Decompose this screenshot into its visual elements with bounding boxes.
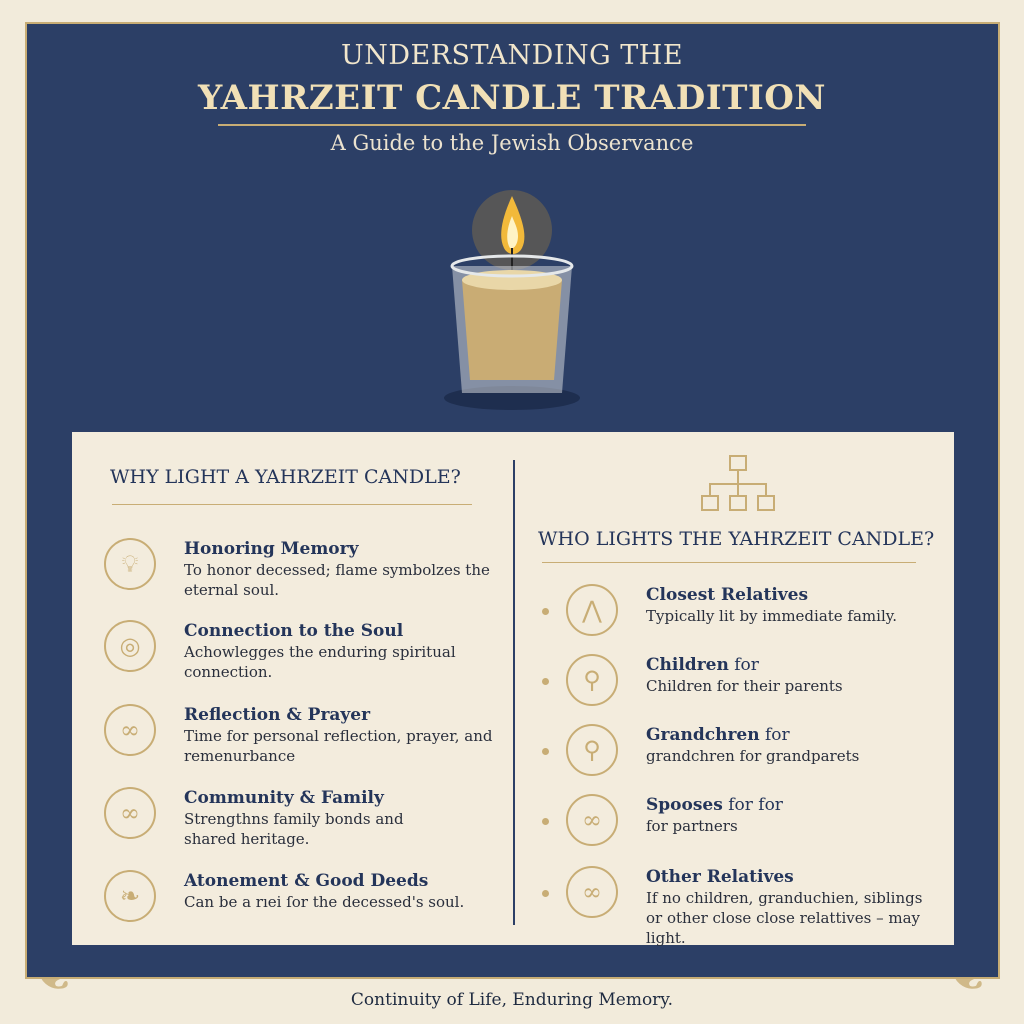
item-description: Strengthns family bonds and shared heritage. [184, 810, 404, 848]
item-title: Other Relatives [646, 867, 794, 887]
item-description: Can be a rıei ſor the decessed's soul. [184, 893, 465, 911]
item-description: Children for their parents [646, 677, 843, 695]
bullet-dot [542, 818, 549, 825]
item-title: Connection to the Soul [184, 621, 404, 641]
rings-icon: ∞ [566, 794, 618, 846]
list-item [542, 584, 897, 636]
item-description: grandchren for grandparets [646, 747, 860, 765]
title-divider [218, 124, 806, 126]
family-tree-icon [700, 454, 776, 514]
item-description: Typically lit by immediate family. [646, 607, 897, 625]
info-card [72, 432, 954, 945]
spiral-icon: ◎ [104, 620, 156, 672]
item-title: Reflection & Prayer [184, 705, 371, 725]
list-item [542, 724, 859, 776]
list-item [542, 866, 954, 948]
list-item [104, 870, 464, 922]
candle-icon [436, 188, 586, 413]
rings-icon: ∞ [566, 866, 618, 918]
item-title: Spooses for for [646, 795, 783, 815]
left-heading: WHY LIGHT A YAHRZEIT CANDLE? [110, 466, 461, 488]
bullet-dot [542, 890, 549, 897]
lightbulb-icon: 💡︎ [104, 538, 156, 590]
item-title: Community & Family [184, 788, 384, 808]
subtitle: A Guide to the Jewish Observance [330, 131, 694, 155]
item-title: Honoring Memory [184, 539, 359, 559]
item-description: If no children, granduchien, siblings or other close close relattives – may light. [646, 889, 923, 947]
chain-link-icon: ∞ [104, 787, 156, 839]
chain-link-icon: ∞ [104, 704, 156, 756]
list-item [104, 787, 404, 849]
parent-child-icon: ⚲ [566, 724, 618, 776]
column-divider [513, 460, 515, 925]
item-title: Grandchren for [646, 725, 790, 745]
item-description: for partners [646, 817, 738, 835]
bullet-dot [542, 608, 549, 615]
parent-child-icon: ⚲ [566, 654, 618, 706]
footer-tagline: Continuity of Life, Enduring Memory. [350, 990, 674, 1010]
right-heading: WHO LIGHTS THE YAHRZEIT CANDLE? [538, 528, 935, 550]
list-item [542, 654, 843, 706]
list-item [542, 794, 783, 846]
title-line-2: YAHRZEIT CANDLE TRADITION [197, 78, 827, 118]
item-title: Atonement & Good Deeds [184, 871, 429, 891]
item-description: Time for personal reflection, prayer, and remenurbance [184, 727, 493, 765]
leaf-icon: ❧ [104, 870, 156, 922]
title-line-1: UNDERSTANDING THE [340, 40, 684, 71]
list-item [104, 704, 492, 766]
list-item [104, 620, 456, 682]
item-title: Children for [646, 655, 759, 675]
item-description: Achowlegges the enduring spiritual connection. [184, 643, 456, 681]
item-title: Closest Relatives [646, 585, 809, 605]
right-divider [542, 562, 916, 563]
item-description: To honor decessed; flame symbolzes the eternal soul. [184, 561, 490, 599]
bullet-dot [542, 748, 549, 755]
bullet-dot [542, 678, 549, 685]
list-item [104, 538, 490, 600]
praying-hands-icon: ⋀ [566, 584, 618, 636]
left-divider [112, 504, 472, 505]
